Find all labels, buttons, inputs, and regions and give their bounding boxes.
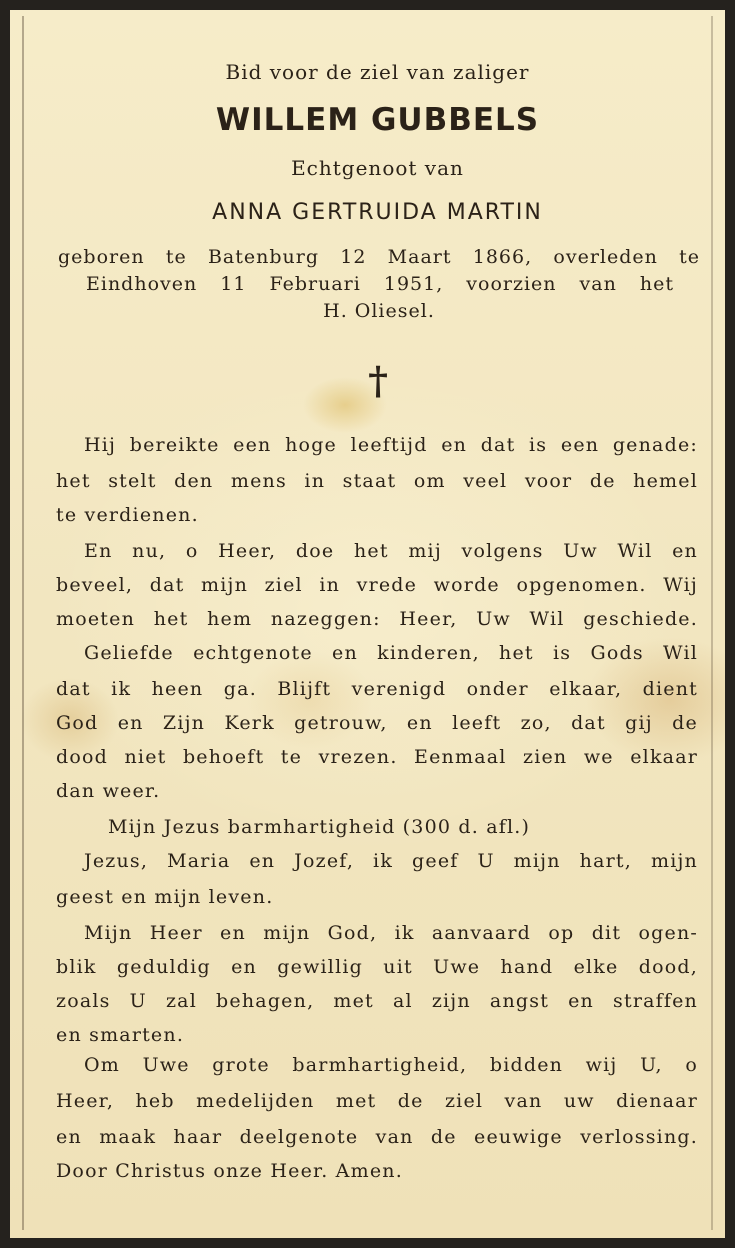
text-line: zoals U zal behagen, met al zijn angst en straffen (56, 990, 698, 1012)
spouse-name: ANNA GERTRUIDA MARTIN (212, 200, 543, 225)
text-line: Mijn Heer en mijn God, ik aanvaard op dit ogen- (84, 922, 698, 944)
text-line: te verdienen. (56, 504, 199, 526)
text-line: moeten het hem nazeggen: Heer, Uw Wil geschiede. (56, 608, 698, 630)
text-line: Hij bereikte een hoge leeftijd en dat is een genade: (84, 434, 698, 456)
spouse-label: Echtgenoot van (291, 156, 464, 180)
bio-line: Eindhoven 11 Februari 1951, voorzien van het (86, 273, 674, 295)
text-line: dood niet behoeft te vrezen. Eenmaal zien we elkaar (56, 746, 698, 768)
text-line: beveel, dat mijn ziel in vrede worde opgenomen. Wij (56, 574, 698, 596)
deceased-name: WILLEM GUBBELS (215, 102, 540, 138)
text-line: Geliefde echtgenote en kinderen, het is Gods Wil (84, 642, 698, 664)
text-line: Jezus, Maria en Jozef, ik geef U mijn hart, mijn (84, 850, 698, 872)
text-line: Om Uwe grote barmhartigheid, bidden wij U, o (84, 1054, 698, 1076)
prayer-heading: Bid voor de ziel van zaliger (225, 60, 530, 84)
text-line: dat ik heen ga. Blijft verenigd onder elkaar, dient (56, 678, 698, 700)
cross-icon: † (368, 358, 388, 403)
text-line: geest en mijn leven. (56, 886, 274, 908)
text-line: en smarten. (56, 1024, 185, 1046)
text-line: dan weer. (56, 780, 161, 802)
text-line: en maak haar deelgenote van de eeuwige verlossing. (56, 1126, 698, 1148)
bio-line: geboren te Batenburg 12 Maart 1866, overleden te (58, 246, 700, 268)
text-line: het stelt den mens in staat om veel voor de hemel (56, 470, 698, 492)
text-line: Mijn Jezus barmhartigheid (300 d. afl.) (108, 816, 531, 838)
text-line: Heer, heb medelijden met de ziel van uw dienaar (56, 1090, 698, 1112)
text-line: God en Zijn Kerk getrouw, en leeft zo, dat gij de (56, 712, 698, 734)
bio-line: H. Oliesel. (323, 300, 435, 322)
text-line: Door Christus onze Heer. Amen. (56, 1160, 403, 1182)
text-line: blik geduldig en gewillig uit Uwe hand elke dood, (56, 956, 698, 978)
text-line: En nu, o Heer, doe het mij volgens Uw Wil en (84, 540, 698, 562)
